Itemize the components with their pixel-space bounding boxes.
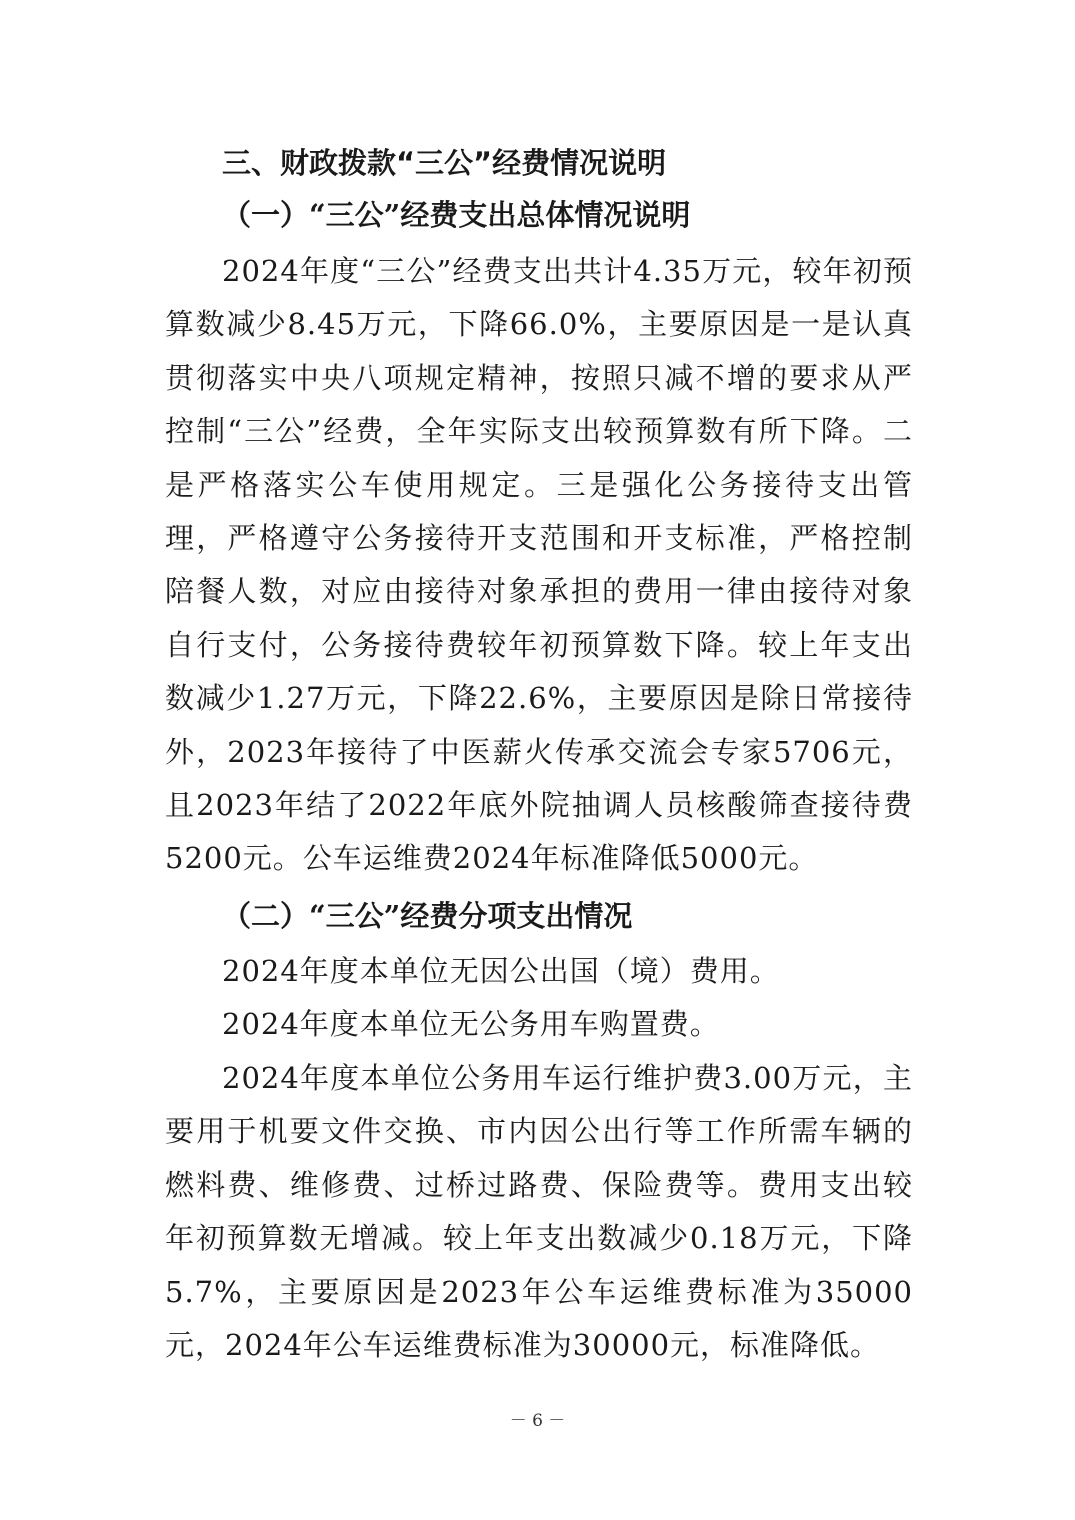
- paragraph-overview: 2024年度“三公”经费支出共计4.35万元，较年初预算数减少8.45万元，下降66.0%，主要原因是一是认真贯彻落实中央八项规定精神，按照只减不增的要求从严控制“三公”经费，全年实际支出较预算数有所下降。二是严格落实公车使用规定。三是强化公务接待支出管理，严格遵守公务接待开支范围和开支标准，严格控制陪餐人数，对应由接待对象承担的费用一律由接待对象自行支付，公务接待费较年初预算数下降。较上年支出数减少1.27万元，下降22.6%，主要原因是除日常接待外，2023年接待了中医薪火传承交流会专家5706元，且2023年结了2022年底外院抽调人员核酸筛查接待费5200元。公车运维费2024年标准降低5000元。: [165, 254, 913, 876]
- paragraph-overseas-travel: 2024年度本单位无因公出国（境）费用。: [222, 954, 780, 988]
- subsection-title-itemized: （二）“三公”经费分项支出情况: [222, 899, 633, 933]
- paragraph-vehicle-purchase: 2024年度本单位无公务用车购置费。: [222, 1007, 720, 1041]
- subsection-title-overview: （一）“三公”经费支出总体情况说明: [222, 198, 691, 232]
- page-number: － 6 －: [509, 1411, 566, 1431]
- section-title: 三、财政拨款“三公”经费情况说明: [222, 146, 667, 180]
- paragraph-vehicle-operation: 2024年度本单位公务用车运行维护费3.00万元，主要用于机要文件交换、市内因公出行等工作所需车辆的燃料费、维修费、过桥过路费、保险费等。费用支出较年初预算数无增减。较上年支出数减少0.18万元，下降5.7%，主要原因是2023年公车运维费标准为35000元，2024年公车运维费标准为30000元，标准降低。: [165, 1061, 913, 1363]
